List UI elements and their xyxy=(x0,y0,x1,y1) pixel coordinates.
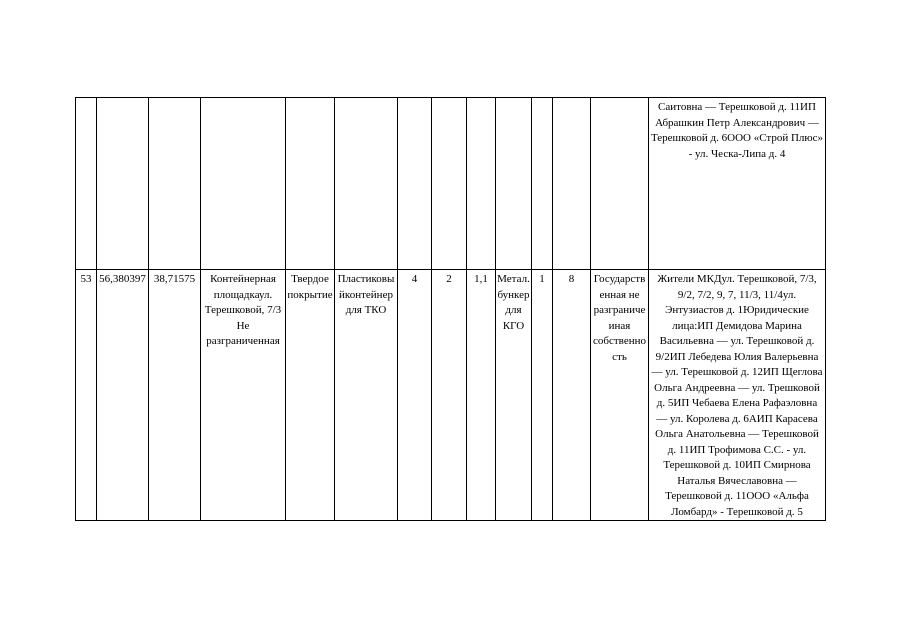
cell-waste-generators: Жители МКДул. Терешковой, 7/3, 9/2, 7/2, 9, 7, 11/3, 11/4ул. Энтузиастов д. 1Юридические лица:ИП Демидова Марина Васильевна — ул. Терешковой д. 9/2ИП Лебедева Юлия Валерьевна — ул. Терешковой д. 12ИП Щеглова Ольга Андреевна — ул. Трешковой д. 5ИП Чебаева Елена Рафаэловна — ул. Королева д. 6АИП Карасева Ольга Анатольевна — Терешковой д. 11ИП Трофимова С.С. - ул. Терешковой д. 10ИП Смирнова Наталья Вячеславовна — Терешковой д. 11ООО «Альфа Ломбард» - Терешковой д. 5 xyxy=(649,270,826,521)
cell-volume xyxy=(467,98,496,270)
cell-container-type xyxy=(335,98,398,270)
cell-longitude: 38,71575 xyxy=(149,270,201,521)
cell-waste-generators: Саитовна — Терешковой д. 11ИП Абрашкин Петр Александрович — Терешковой д. 6ООО «Строй Плюс» - ул. Ческа-Липа д. 4 xyxy=(649,98,826,270)
cell-col-8: 2 xyxy=(432,270,467,521)
cell-bunker-count: 1 xyxy=(532,270,553,521)
cell-ownership: Государств енная не разграниче иная собственно сть xyxy=(591,270,649,521)
cell-container-count xyxy=(398,98,432,270)
cell-bunker-type: Метал. бункер для КГО xyxy=(496,270,532,521)
cell-location: Контейнерная площадкаул. Терешковой, 7/3 Не разграниченная xyxy=(201,270,286,521)
cell-bunker-count xyxy=(532,98,553,270)
table-row xyxy=(76,270,826,521)
cell-surface xyxy=(286,98,335,270)
cell-container-count: 4 xyxy=(398,270,432,521)
cell-longitude xyxy=(149,98,201,270)
table-row xyxy=(76,98,826,270)
cell-volume: 1,1 xyxy=(467,270,496,521)
cell-number: 53 xyxy=(76,270,97,521)
cell-latitude: 56,380397 xyxy=(97,270,149,521)
cell-number xyxy=(76,98,97,270)
cell-bunker-type xyxy=(496,98,532,270)
cell-bunker-volume xyxy=(553,98,591,270)
cell-latitude xyxy=(97,98,149,270)
cell-container-type: Пластиковы йконтейнер для ТКО xyxy=(335,270,398,521)
cell-surface: Твердое покрытие xyxy=(286,270,335,521)
cell-col-8 xyxy=(432,98,467,270)
cell-ownership xyxy=(591,98,649,270)
cell-location xyxy=(201,98,286,270)
registry-table xyxy=(75,97,826,521)
cell-bunker-volume: 8 xyxy=(553,270,591,521)
